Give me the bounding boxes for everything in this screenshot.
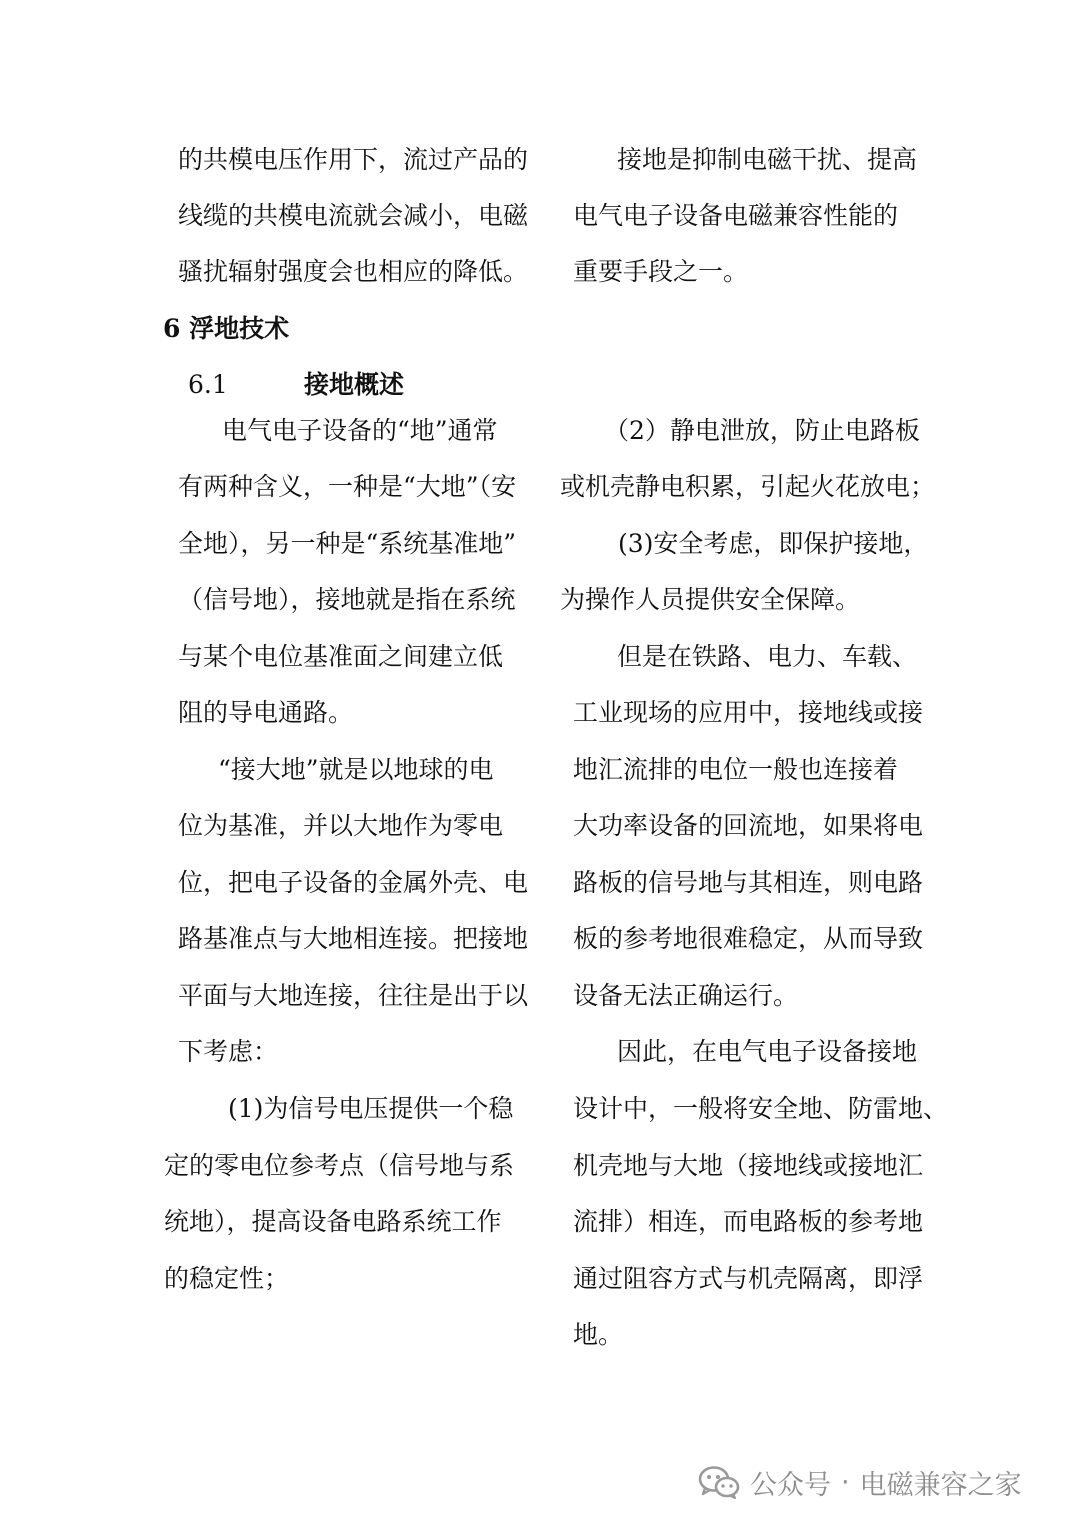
text-line: 定的零电位参考点（信号地与系	[164, 1151, 515, 1180]
text-line: 大功率设备的回流地，如果将电	[573, 811, 924, 840]
text-line: 重要手段之一。	[573, 257, 749, 286]
text-line: 统地），提高设备电路系统工作	[164, 1207, 502, 1236]
text-line: 全地），另一种是“系统基准地”	[178, 529, 517, 558]
text-line: 流排）相连，而电路板的参考地	[573, 1207, 924, 1236]
text-line: 路基准点与大地相连接。把接地	[178, 924, 529, 953]
text-line: 骚扰辐射强度会也相应的降低。	[178, 257, 529, 286]
text-line: 机壳地与大地（接地线或接地汇	[573, 1151, 924, 1180]
watermark-label: 公众号	[750, 1469, 831, 1501]
text-line: 有两种含义，一种是“大地”（安	[178, 472, 517, 501]
section-heading: 6 浮地技术	[163, 314, 290, 343]
text-line: 为操作人员提供安全保障。	[560, 585, 861, 614]
text-line: (1)为信号电压提供一个稳	[228, 1094, 514, 1123]
text-line: 设备无法正确运行。	[573, 981, 799, 1010]
text-line: 接地是抑制电磁干扰、提高	[617, 145, 918, 174]
text-line: 位，把电子设备的金属外壳、电	[178, 868, 529, 897]
text-line: （信号地），接地就是指在系统	[178, 585, 516, 614]
text-line: 阻的导电通路。	[178, 698, 354, 727]
text-line: 板的参考地很难稳定，从而导致	[573, 924, 924, 953]
watermark	[698, 1462, 1022, 1502]
text-line: 电气电子设备电磁兼容性能的	[573, 201, 899, 230]
text-line: 与某个电位基准面之间建立低	[178, 642, 504, 671]
text-line: 因此，在电气电子设备接地	[617, 1037, 918, 1066]
text-line: 线缆的共模电流就会减小，电磁	[178, 201, 529, 230]
watermark-separator: ·	[841, 1466, 850, 1498]
text-line: 或机壳静电积累，引起火花放电；	[560, 472, 936, 501]
text-line: 的稳定性；	[164, 1264, 290, 1293]
text-line: 通过阻容方式与机壳隔离，即浮	[573, 1264, 924, 1293]
text-line: 下考虑：	[178, 1037, 279, 1066]
text-line: “接大地”就是以地球的电	[218, 755, 494, 784]
text-line: 电气电子设备的“地”通常	[222, 416, 498, 445]
text-line: 地。	[573, 1320, 624, 1349]
text-line: 但是在铁路、电力、车载、	[617, 642, 918, 671]
subsection-title: 接地概述	[304, 370, 405, 399]
wechat-icon	[698, 1464, 740, 1500]
text-line: （2）静电泄放，防止电路板	[604, 416, 920, 445]
text-line: 的共模电压作用下，流过产品的	[178, 145, 529, 174]
text-line: 位为基准，并以大地作为零电	[178, 811, 504, 840]
watermark-account: 电磁兼容之家	[859, 1469, 1022, 1501]
text-line: 设计中，一般将安全地、防雷地、	[573, 1094, 949, 1123]
text-line: 工业现场的应用中，接地线或接	[573, 698, 924, 727]
text-line: 路板的信号地与其相连，则电路	[573, 868, 924, 897]
text-line: 地汇流排的电位一般也连接着	[573, 755, 899, 784]
subsection-number: 6.1	[188, 370, 228, 399]
text-line: (3)安全考虑，即保护接地，	[618, 529, 929, 558]
text-line: 平面与大地连接，往往是出于以	[178, 981, 529, 1010]
